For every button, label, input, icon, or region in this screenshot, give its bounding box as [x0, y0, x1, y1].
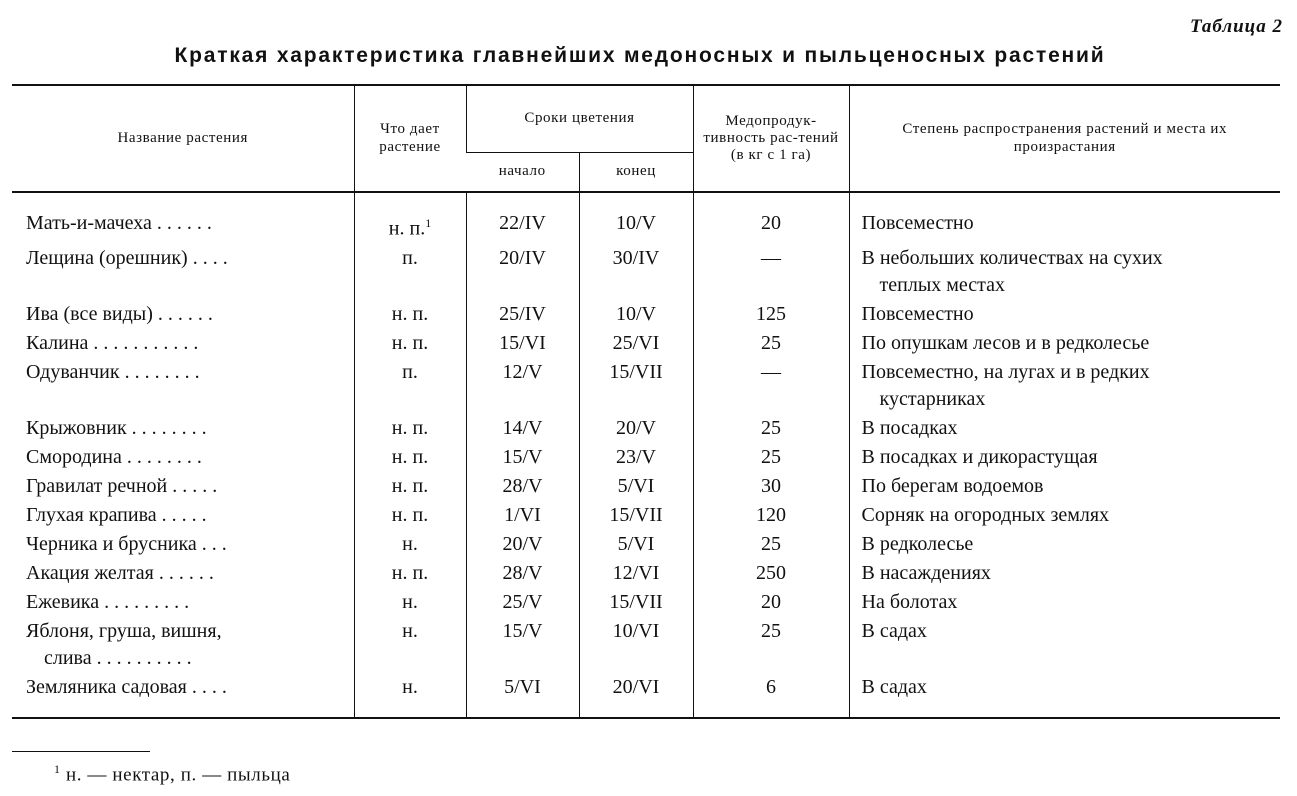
- table-row: [12, 414, 1280, 443]
- cell-honey: 120: [693, 501, 849, 530]
- cell-bloom-start: 20/V: [466, 530, 579, 559]
- plant-name: Яблоня, груша, вишня,: [26, 619, 222, 642]
- cell-bloom-start: 22/IV: [466, 209, 579, 244]
- header-what: Что дает растение: [354, 85, 466, 192]
- cell-plant-name: [12, 300, 354, 329]
- what-value: н. п.: [391, 561, 429, 584]
- cell-plant-name: [12, 329, 354, 358]
- cell-distribution: [849, 673, 1280, 718]
- cell-distribution: [849, 329, 1280, 358]
- plant-name: Калина . . . . . . . . . . .: [26, 331, 199, 354]
- cell-honey: 25: [693, 530, 849, 559]
- cell-bloom-start: 15/V: [466, 617, 579, 673]
- plant-name: Смородина . . . . . . . .: [26, 445, 202, 468]
- cell-honey: 25: [693, 443, 849, 472]
- cell-what: [354, 617, 466, 673]
- what-value: н. п.: [391, 503, 429, 526]
- cell-distribution: [849, 300, 1280, 329]
- cell-bloom-start: 28/V: [466, 559, 579, 588]
- header-bloom: Сроки цветения: [466, 85, 693, 153]
- cell-plant-name: [12, 501, 354, 530]
- what-value: н. п.: [391, 302, 429, 325]
- what-value: н. п.: [391, 331, 429, 354]
- cell-what: [354, 472, 466, 501]
- what-value: н.: [402, 590, 418, 613]
- footnote-rule: [12, 751, 150, 752]
- cell-honey: 30: [693, 472, 849, 501]
- cell-bloom-end: 30/IV: [579, 244, 693, 300]
- cell-plant-name: [12, 530, 354, 559]
- footnote: [54, 762, 290, 786]
- cell-plant-name: [12, 617, 354, 673]
- distribution-text-cont: теплых местах: [879, 273, 1006, 296]
- cell-bloom-start: 25/IV: [466, 300, 579, 329]
- cell-bloom-end: 5/VI: [579, 472, 693, 501]
- cell-honey: 25: [693, 617, 849, 673]
- table-title: Краткая характеристика главнейших медоносных и пыльценосных растений: [174, 44, 1106, 67]
- cell-bloom-start: 15/VI: [466, 329, 579, 358]
- table-label: Таблица 2: [1189, 16, 1283, 37]
- cell-plant-name: [12, 588, 354, 617]
- what-value: н. п.: [388, 217, 426, 240]
- footnote-text: н. — нектар, п. — пыльца: [65, 764, 291, 786]
- cell-bloom-end: 25/VI: [579, 329, 693, 358]
- cell-distribution: [849, 588, 1280, 617]
- footnote-mark: 1: [54, 762, 61, 776]
- cell-honey: 6: [693, 673, 849, 718]
- table-row: [12, 443, 1280, 472]
- what-value: н.: [402, 675, 418, 698]
- cell-bloom-start: 12/V: [466, 358, 579, 414]
- cell-what: [354, 443, 466, 472]
- table-row: [12, 673, 1280, 718]
- header-honey: Медопродук-тивность рас-тений (в кг с 1 га): [693, 85, 849, 192]
- cell-what: [354, 358, 466, 414]
- cell-plant-name: [12, 673, 354, 718]
- cell-distribution: [849, 559, 1280, 588]
- distribution-text: В насаждениях: [861, 561, 991, 584]
- cell-honey: 250: [693, 559, 849, 588]
- table-row: [12, 588, 1280, 617]
- plant-name: Мать-и-мачеха . . . . . .: [26, 212, 212, 234]
- cell-distribution: [849, 443, 1280, 472]
- cell-what: [354, 329, 466, 358]
- cell-bloom-end: 12/VI: [579, 559, 693, 588]
- cell-bloom-end: 15/VII: [579, 588, 693, 617]
- cell-what: [354, 244, 466, 300]
- cell-what: [354, 530, 466, 559]
- table-row: [12, 559, 1280, 588]
- cell-distribution: [849, 501, 1280, 530]
- footnote-ref: 1: [425, 216, 432, 230]
- cell-plant-name: [12, 358, 354, 414]
- distribution-text-cont: кустарниках: [879, 387, 986, 410]
- header-distribution: Степень распространения растений и места их произрастания: [849, 85, 1280, 192]
- distribution-text: По берегам водоемов: [861, 474, 1044, 497]
- what-value: н. п.: [391, 416, 429, 439]
- distribution-text: В садах: [861, 675, 927, 698]
- plant-name: Гравилат речной . . . . .: [26, 474, 218, 497]
- table-header: [12, 85, 1280, 192]
- distribution-text: Повсеместно, на лугах и в редких: [861, 360, 1150, 383]
- plant-name: Крыжовник . . . . . . . .: [26, 416, 207, 439]
- cell-bloom-end: 10/VI: [579, 617, 693, 673]
- cell-what: [354, 209, 466, 244]
- cell-plant-name: [12, 472, 354, 501]
- plant-name: Одуванчик . . . . . . . .: [26, 360, 200, 383]
- cell-bloom-start: 5/VI: [466, 673, 579, 718]
- distribution-text: Повсеместно: [861, 212, 974, 234]
- cell-bloom-end: 20/V: [579, 414, 693, 443]
- what-value: н. п.: [391, 445, 429, 468]
- cell-distribution: [849, 530, 1280, 559]
- distribution-text: В посадках и дикорастущая: [861, 445, 1098, 468]
- cell-plant-name: [12, 244, 354, 300]
- what-value: п.: [402, 246, 418, 269]
- table-row: [12, 617, 1280, 673]
- cell-bloom-end: 5/VI: [579, 530, 693, 559]
- distribution-text: Повсеместно: [861, 302, 974, 325]
- cell-what: [354, 501, 466, 530]
- what-value: н.: [402, 619, 418, 642]
- cell-honey: 20: [693, 209, 849, 244]
- header-bloom-start: начало: [466, 153, 579, 193]
- cell-bloom-start: 25/V: [466, 588, 579, 617]
- cell-what: [354, 673, 466, 718]
- cell-bloom-start: 14/V: [466, 414, 579, 443]
- table-row: [12, 358, 1280, 414]
- plant-name: Акация желтая . . . . . .: [26, 561, 214, 584]
- cell-bloom-start: 20/IV: [466, 244, 579, 300]
- cell-bloom-start: 15/V: [466, 443, 579, 472]
- table-row: [12, 472, 1280, 501]
- table-row: [12, 300, 1280, 329]
- table-row: [12, 209, 1280, 244]
- distribution-text: По опушкам лесов и в редколесье: [861, 331, 1150, 354]
- cell-bloom-end: 15/VII: [579, 358, 693, 414]
- cell-bloom-start: 28/V: [466, 472, 579, 501]
- cell-honey: 20: [693, 588, 849, 617]
- cell-distribution: [849, 358, 1280, 414]
- cell-distribution: [849, 244, 1280, 300]
- cell-plant-name: [12, 209, 354, 244]
- cell-distribution: [849, 472, 1280, 501]
- spacer-row: [12, 192, 1280, 209]
- what-value: н.: [402, 532, 418, 555]
- table-row: [12, 329, 1280, 358]
- cell-distribution: [849, 414, 1280, 443]
- cell-plant-name: [12, 443, 354, 472]
- distribution-text: На болотах: [861, 590, 958, 613]
- cell-what: [354, 559, 466, 588]
- cell-what: [354, 588, 466, 617]
- what-value: п.: [402, 360, 418, 383]
- table-row: [12, 244, 1280, 300]
- distribution-text: Сорняк на огородных землях: [861, 503, 1110, 526]
- plant-name: Ежевика . . . . . . . . .: [26, 590, 190, 613]
- table-row: [12, 501, 1280, 530]
- plant-name: Лещина (орешник) . . . .: [26, 246, 228, 269]
- what-value: н. п.: [391, 474, 429, 497]
- table-row: [12, 530, 1280, 559]
- table-body: [12, 192, 1280, 718]
- cell-bloom-end: 15/VII: [579, 501, 693, 530]
- cell-honey: 25: [693, 329, 849, 358]
- cell-plant-name: [12, 559, 354, 588]
- plant-name: Глухая крапива . . . . .: [26, 503, 207, 526]
- cell-honey: 125: [693, 300, 849, 329]
- plant-name: Ива (все виды) . . . . . .: [26, 302, 213, 325]
- cell-bloom-end: 23/V: [579, 443, 693, 472]
- plant-name: Черника и брусника . . .: [26, 532, 227, 555]
- distribution-text: В редколесье: [861, 532, 974, 555]
- plants-table: [12, 84, 1280, 719]
- cell-honey: 25: [693, 414, 849, 443]
- cell-what: [354, 300, 466, 329]
- cell-bloom-end: 20/VI: [579, 673, 693, 718]
- cell-bloom-end: 10/V: [579, 300, 693, 329]
- cell-plant-name: [12, 414, 354, 443]
- distribution-text: В небольших количествах на сухих: [861, 246, 1163, 269]
- distribution-text: В посадках: [861, 416, 958, 439]
- cell-honey: —: [693, 358, 849, 414]
- cell-bloom-end: 10/V: [579, 209, 693, 244]
- cell-bloom-start: 1/VI: [466, 501, 579, 530]
- plant-name: Земляника садовая . . . .: [26, 675, 227, 698]
- header-bloom-end: конец: [579, 153, 693, 193]
- cell-honey: —: [693, 244, 849, 300]
- plant-name-cont: слива . . . . . . . . . .: [44, 646, 192, 669]
- cell-distribution: [849, 209, 1280, 244]
- header-name: Название растения: [12, 85, 354, 192]
- cell-distribution: [849, 617, 1280, 673]
- distribution-text: В садах: [861, 619, 927, 642]
- cell-what: [354, 414, 466, 443]
